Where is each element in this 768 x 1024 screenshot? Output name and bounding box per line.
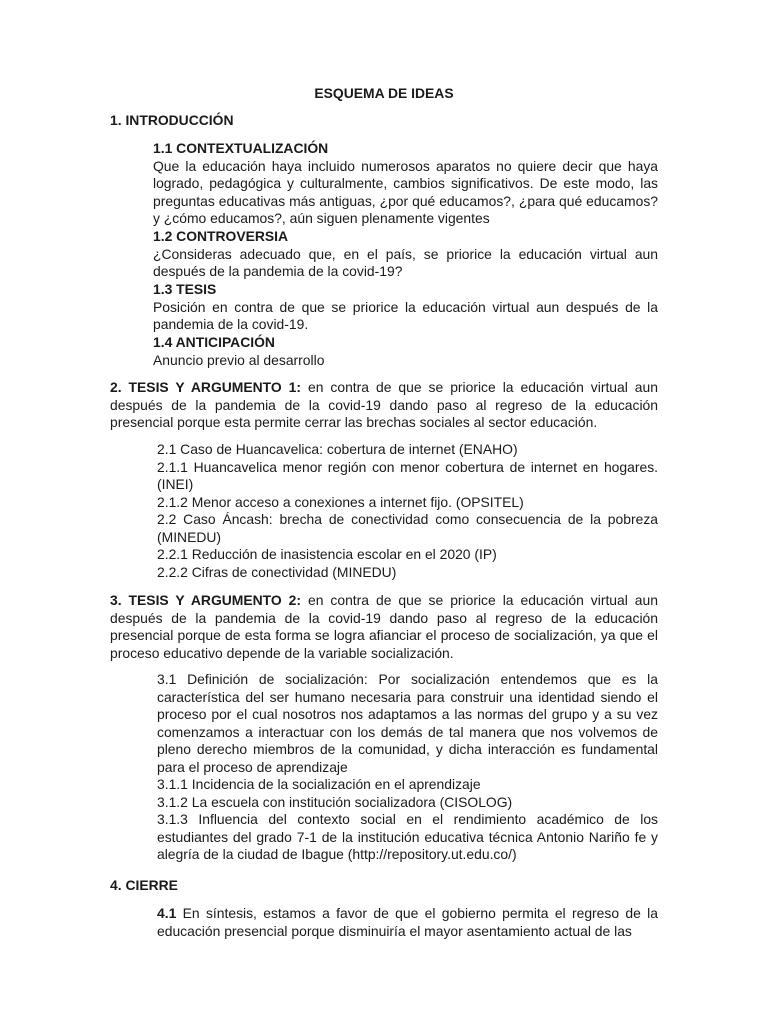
subsection-heading: 1.1 CONTEXTUALIZACIÓN [153, 140, 329, 156]
subsection-heading: 1.3 TESIS [153, 281, 217, 297]
argument-1-list [157, 441, 658, 581]
subsection-text: Que la educación haya incluido numerosos aparatos no quiere decir que haya logrado, pedagógica y culturalmente, cambios significativos. De este modo, las preguntas educativas más antiguas, ¿por qué educamos?, ¿para qué educamos? y ¿cómo educamos?, aún siguen plenamente vigentes [153, 157, 658, 226]
section-heading-cierre: 4. CIERRE [110, 877, 178, 893]
subsection-controversia [153, 228, 658, 281]
subsection-text: Anuncio previo al desarrollo [153, 351, 325, 368]
list-item: 2.2.1 Reducción de inasistencia escolar en el 2020 (IP) [157, 546, 497, 562]
argument-2-label: 3. TESIS Y ARGUMENTO 2: [110, 592, 302, 608]
list-item: 2.1.2 Menor acceso a conexiones a internet fijo. (OPSITEL) [157, 493, 524, 510]
list-item: 3.1 Definición de socialización: Por socialización entendemos que es la característica del ser humano necesaria para construir una identidad siendo el proceso por el cual nosotros nos adaptamos a las normas del grupo y a su vez comenzamos a interactuar con los demás de tal manera que nos volvemos de pleno derecho miembros de la comunidad, y dicha interacción es fundamental para el proceso de aprendizaje [157, 671, 658, 775]
subsection-heading: 1.2 CONTROVERSIA [153, 228, 289, 244]
cierre-label: 4.1 [157, 905, 177, 921]
argument-1-label: 2. TESIS Y ARGUMENTO 1: [110, 379, 302, 395]
argument-2-paragraph [110, 592, 658, 662]
subsection-anticipacion [153, 334, 658, 369]
subsection-contextualizacion [153, 140, 658, 228]
argument-1-text: en contra de que se priorice la educación virtual aun después de la pandemia de la covid-19 dando paso al regreso de la educación presencial porque esta permite cerrar las brechas sociales al sector educación. [110, 379, 658, 430]
subsection-heading: 1.4 ANTICIPACIÓN [153, 334, 275, 350]
list-item: 3.1.1 Incidencia de la socialización en el aprendizaje [157, 776, 481, 792]
subsection-text: ¿Consideras adecuado que, en el país, se priorice la educación virtual aun después de la pandemia de la covid-19? [153, 245, 658, 279]
argument-2-text: en contra de que se priorice la educación virtual aun después de la pandemia de la covid-19 dando paso al regreso de la educación presencial porque de esta forma se logra afianciar el proceso de socialización, ya que el proceso educativo depende de la variable socialización. [110, 592, 658, 661]
list-item: 2.1.1 Huancavelica menor región con menor cobertura de internet en hogares. (INEI) [157, 458, 658, 492]
list-item: 2.2 Caso Áncash: brecha de conectividad como consecuencia de la pobreza (MINEDU) [157, 511, 658, 545]
argument-1-paragraph [110, 379, 658, 432]
list-item: 3.1.3 Influencia del contexto social en el rendimiento académico de los estudiantes del grado 7-1 de la institución educativa técnica Antonio Nariño fe y alegría de la ciudad de Ibague (http://repository.ut.edu.co/) [157, 811, 658, 862]
list-item: 3.1.2 La escuela con institución socializadora (CISOLOG) [157, 793, 513, 810]
list-item: 2.1 Caso de Huancavelica: cobertura de internet (ENAHO) [157, 441, 518, 457]
document-title: ESQUEMA DE IDEAS [314, 85, 454, 101]
argument-2-list [157, 671, 658, 864]
cierre-paragraph [157, 905, 658, 940]
list-item: 2.2.2 Cifras de conectividad (MINEDU) [157, 563, 397, 580]
section-heading-introduccion: 1. INTRODUCCIÓN [110, 112, 234, 128]
cierre-text: En síntesis, estamos a favor de que el gobierno permita el regreso de la educación presencial porque disminuiría el mayor asentamiento actual de las [157, 905, 658, 939]
subsection-tesis [153, 281, 658, 334]
subsection-text: Posición en contra de que se priorice la educación virtual aun después de la pandemia de la covid-19. [153, 298, 658, 332]
